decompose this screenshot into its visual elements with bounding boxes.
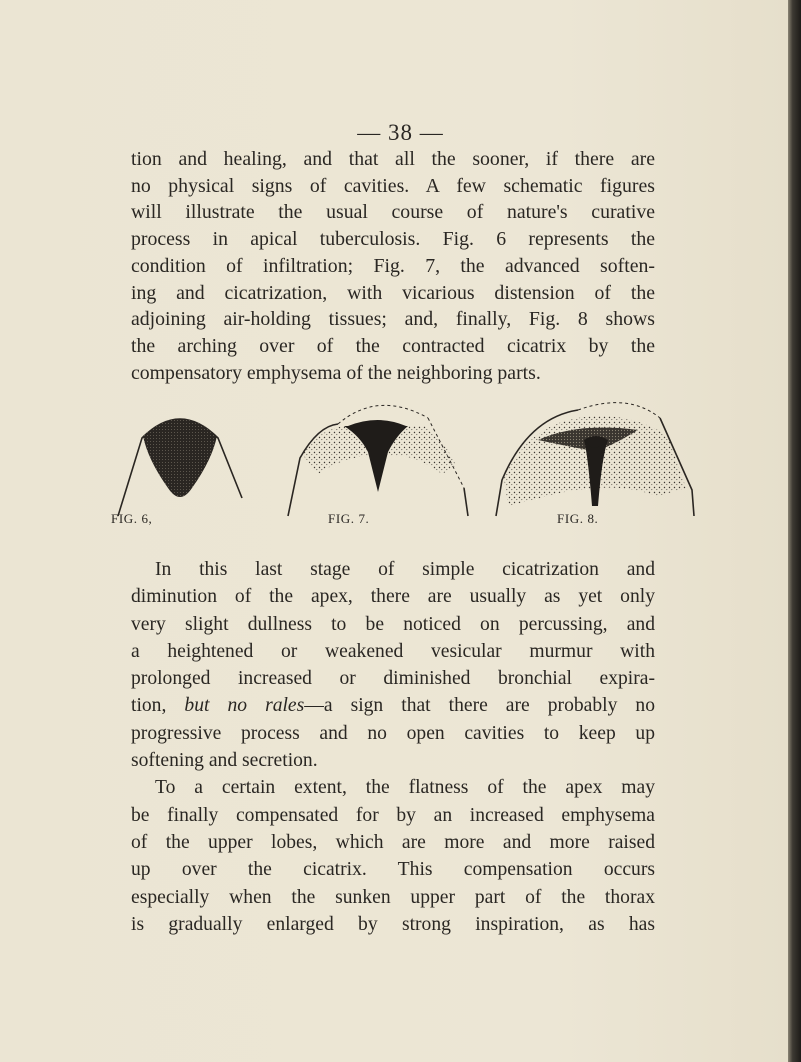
text-line: the arching over of the contracted cicatrix by the bbox=[131, 334, 655, 357]
page-binding-edge bbox=[788, 0, 801, 1062]
text-line: diminution of the apex, there are usually as yet only bbox=[131, 586, 655, 608]
figure-6-illustration bbox=[110, 398, 250, 518]
figure-7-caption: FIG. 7. bbox=[328, 511, 370, 526]
paragraph-intro bbox=[131, 146, 655, 386]
paragraph-last-stage bbox=[131, 556, 655, 938]
text-line: ing and cicatrization, with vicarious distension of the bbox=[131, 281, 655, 304]
figure-8-caption: FIG. 8. bbox=[557, 511, 599, 526]
text-line: tion and healing, and that all the sooner, if there are bbox=[131, 148, 655, 170]
text-line: process in apical tuberculosis. Fig. 6 represents the bbox=[131, 228, 655, 251]
text-line: condition of infiltration; Fig. 7, the advanced soften- bbox=[131, 254, 655, 277]
text-line: a heightened or weakened vesicular murmur with bbox=[131, 640, 655, 662]
text-line: very slight dullness to be noticed on percussing, and bbox=[131, 613, 655, 635]
text-line: compensatory emphysema of the neighboring parts. bbox=[131, 361, 541, 384]
figure-6-caption: FIG. 6, bbox=[111, 511, 153, 526]
text-line: progressive process and no open cavities to keep up bbox=[131, 722, 655, 744]
page-number: — 38 — bbox=[357, 120, 444, 145]
text-line: be finally compensated for by an increased emphysema bbox=[131, 804, 655, 826]
text-line bbox=[131, 692, 655, 719]
figure-8-illustration bbox=[488, 396, 698, 520]
text-line: In this last stage of simple cicatrization and bbox=[155, 559, 655, 580]
text-fragment: tion, bbox=[131, 695, 167, 717]
text-line: adjoining air-holding tissues; and, finally, Fig. 8 shows bbox=[131, 308, 655, 331]
text-line: To a certain extent, the flatness of the apex may bbox=[155, 777, 655, 799]
figure-7-illustration bbox=[278, 396, 478, 520]
text-line: up over the cicatrix. This compensation occurs bbox=[131, 859, 655, 881]
text-line: prolonged increased or diminished bronchial expira- bbox=[131, 668, 655, 690]
text-line: especially when the sunken upper part of the thorax bbox=[131, 886, 655, 908]
text-line: softening and secretion. bbox=[131, 750, 318, 772]
text-line: will illustrate the usual course of nature's curative bbox=[131, 201, 655, 224]
text-line: no physical signs of cavities. A few schematic figures bbox=[131, 174, 655, 197]
italic-phrase: but no rales bbox=[184, 695, 305, 717]
text-line: is gradually enlarged by strong inspiration, as has bbox=[131, 913, 655, 935]
text-fragment: —a sign that there are probably no bbox=[304, 695, 655, 717]
text-line: of the upper lobes, which are more and more raised bbox=[131, 831, 655, 853]
